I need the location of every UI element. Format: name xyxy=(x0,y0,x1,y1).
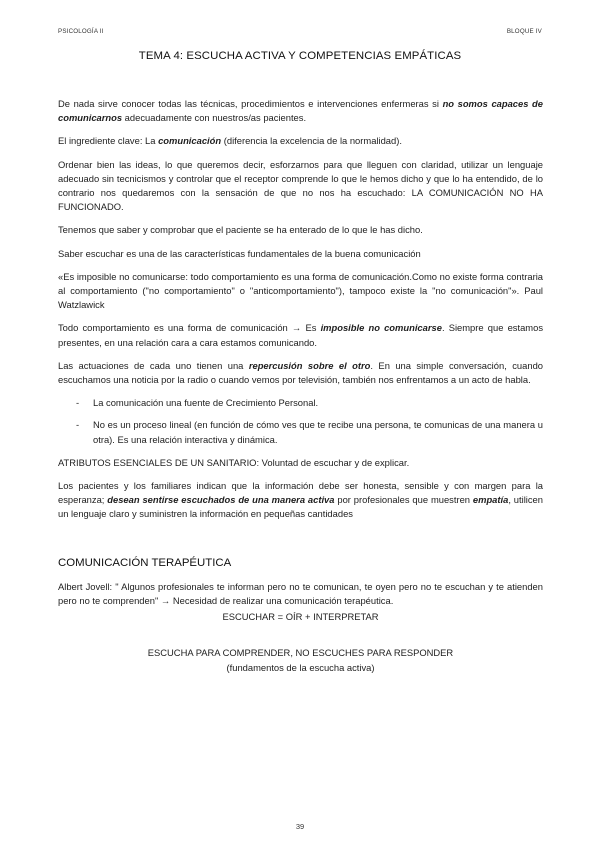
emphasis: desean sentirse escuchados de una manera activa xyxy=(107,494,335,506)
emphasis: comunicación xyxy=(158,135,222,147)
text-run: adecuadamente con nuestros/as pacientes. xyxy=(122,112,307,124)
motto-subtitle: (fundamentos de la escucha activa) xyxy=(226,661,375,673)
document-body xyxy=(58,97,543,675)
bullet-list xyxy=(58,396,543,447)
paragraph-patients xyxy=(58,479,543,522)
list-item-text: No es un proceso lineal (en función de cómo ves que te recibe una persona, te comunicas de una manera u otra). Es una relación interactiva y dinámica. xyxy=(93,419,543,445)
emphasis: repercusión sobre el otro xyxy=(248,359,371,371)
paragraph-attributes: ATRIBUTOS ESENCIALES DE UN SANITARIO: Voluntad de escuchar y de explicar. xyxy=(58,456,410,468)
page-number: 39 xyxy=(295,822,305,831)
paragraph-quote-watzlawick: «Es imposible no comunicarse: todo comportamiento es una forma de comunicación.Como no existe forma contraria al comportamiento ("no comportamiento" o "anticomportamiento"), tampoco existe la "no comunicación"». Paul Watzlawick xyxy=(58,270,543,311)
emphasis: empatía xyxy=(472,494,509,506)
paragraph-key-ingredient xyxy=(58,134,543,148)
page-title: TEMA 4: ESCUCHA ACTIVA Y COMPETENCIAS EMPÁTICAS xyxy=(138,50,462,62)
text-run: (diferencia la excelencia de la normalidad). xyxy=(221,135,402,147)
text-run: El ingrediente clave: La xyxy=(58,135,159,147)
text-run: De nada sirve conocer todas las técnicas, procedimientos e intervenciones enfermeras si xyxy=(58,98,443,109)
text-run: Todo comportamiento es una forma de comunicación → Es xyxy=(58,322,321,334)
paragraph-verify: Tenemos que saber y comprobar que el paciente se ha enterado de lo que le has dicho. xyxy=(58,224,423,236)
text-run: , utilicen un lenguaje claro y suministren la información en pequeñas cantidades xyxy=(58,494,543,520)
list-item xyxy=(58,418,543,446)
paragraph-order-ideas: Ordenar bien las ideas, lo que queremos decir, esforzarnos para que lleguen con claridad, utilizar un lenguaje adecuado sin tecnicismos y controlar que el receptor comprende lo que le hemos dicho y que lo ha entendido, de lo contrario nos quedaremos con la sensación de que no nos ha escuchado: LA COMUNICACIÓN NO HA FUNCIONADO. xyxy=(58,158,543,213)
text-run: . En una simple conversación, cuando escuchamos una noticia por la radio o cuando vemos por televisión, también nos enfrentamos a un acto de habla. xyxy=(58,359,543,386)
list-item-text: La comunicación una fuente de Crecimiento Personal. xyxy=(93,397,319,409)
paragraph-actions xyxy=(58,359,543,387)
dash-marker: - xyxy=(76,397,80,409)
text-run: Los pacientes y los familiares indican que la información debe ser honesta, sensible y con margen para la esperanza; xyxy=(58,480,543,506)
header-block: BLOQUE IV xyxy=(506,28,542,35)
text-run: por profesionales que muestren xyxy=(334,494,473,506)
emphasis: imposible no comunicarse xyxy=(320,322,442,334)
motto: ESCUCHA PARA COMPRENDER, NO ESCUCHES PARA RESPONDER xyxy=(147,647,454,659)
header-subject: PSICOLOGÍA II xyxy=(58,28,104,35)
dash-marker: - xyxy=(76,419,80,431)
formula: ESCUCHAR = OÍR + INTERPRETAR xyxy=(222,611,379,623)
paragraph-behavior xyxy=(58,321,543,349)
emphasis: no somos capaces de comunicarnos xyxy=(58,98,543,124)
text-run: Las actuaciones de cada uno tienen una xyxy=(58,359,249,371)
text-run: . Siempre que estamos presentes, en una relación cara a cara estamos comunicando. xyxy=(58,322,544,348)
paragraph-listening: Saber escuchar es una de las características fundamentales de la buena comunicación xyxy=(58,247,421,259)
section-title: COMUNICACIÓN TERAPÉUTICA xyxy=(58,556,232,569)
paragraph-jovell: Albert Jovell: " Algunos profesionales te informan pero no te comunican, te oyen pero no te escuchan y te atienden pero no te comprenden" → Necesidad de realizar una comunicación terapéutica. xyxy=(58,580,543,607)
paragraph-intro xyxy=(58,97,543,125)
list-item xyxy=(58,396,543,410)
